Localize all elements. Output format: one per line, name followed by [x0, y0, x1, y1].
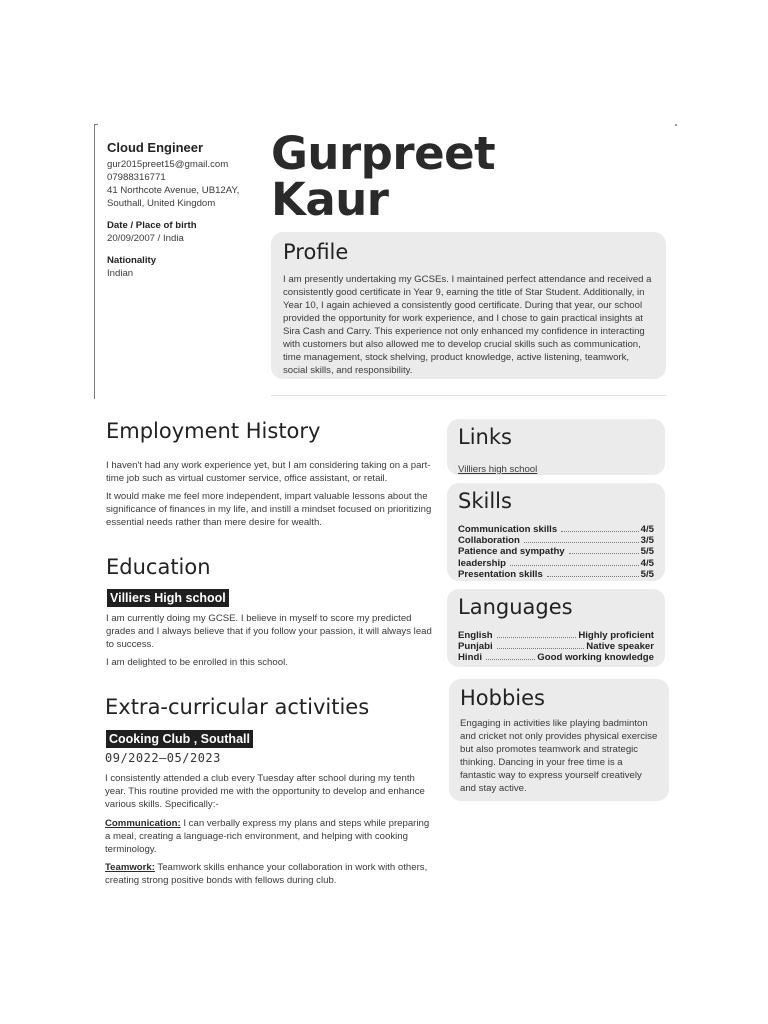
address-line-1: 41 Northcote Avenue, UB12AY, [107, 185, 240, 196]
job-title: Cloud Engineer [107, 140, 204, 155]
profile-text: I am presently undertaking my GCSEs. I maintained perfect attendance and received a consistently good certificate in Year 9, earning the title of Star Student. Additionally, in Year 10, I again achieved a consistently good certificate. During that year, our school provided the opportunity for work experience, and I chose to gain practical insights at Sira Cash and Carry. This experience not only enhanced my confidence in interacting with customers but also allowed me to develop crucial skills such as communication, time management, stock shelving, product knowledge, active listening, teamwork, social skills, and responsibility. [283, 274, 652, 376]
languages-title: Languages [458, 595, 573, 619]
skill-row [458, 569, 654, 580]
language-level: Good working knowledge [537, 652, 654, 664]
skill-row [458, 535, 654, 546]
communication-text: I can verbally express my plans and steps while preparing a meal, creating a language-rich environment, and helping with cooking terminology. [105, 818, 430, 855]
candidate-name [271, 127, 496, 226]
hobbies-card [449, 679, 669, 801]
corner-mark [675, 124, 677, 126]
dotted-leader [569, 553, 639, 554]
email-text: gur2015preet15@gmail.com [107, 159, 229, 170]
language-name: English [458, 630, 493, 641]
left-border-line [94, 124, 95, 399]
first-name: Gurpreet [271, 127, 496, 180]
communication-label: Communication: [105, 818, 181, 829]
dotted-leader [561, 531, 639, 532]
skill-name: Patience and sympathy [458, 546, 565, 558]
language-row [458, 630, 654, 641]
links-title: Links [458, 425, 512, 449]
nationality-label: Nationality [107, 255, 157, 266]
employment-title: Employment History [106, 419, 321, 443]
club-name-label: Cooking Club , Southall [106, 730, 253, 748]
skill-row [458, 546, 654, 557]
extracurricular-paragraph: I consistently attended a club every Tuesday after school during my tenth year. This routine provided me with the opportunity to develop and enhance various skills. Specifically:- [105, 773, 425, 810]
language-level: Native speaker [586, 641, 654, 653]
skill-level: 5/5 [640, 546, 654, 558]
last-name: Kaur [271, 173, 389, 226]
language-level: Highly proficient [578, 630, 654, 641]
skill-name: Presentation skills [458, 568, 543, 580]
hobbies-text: Engaging in activities like playing badminton and cricket not only provides physical exercise but also promotes teamwork and strategic thinking. Dancing in your free time is a fantastic way to express yourself creatively and stay active. [460, 718, 658, 794]
links-card [447, 419, 665, 475]
profile-card [271, 232, 666, 379]
skill-level: 3/5 [640, 535, 654, 547]
language-name: Hindi [458, 652, 482, 664]
left-border-tick [94, 124, 98, 125]
contact-column [107, 140, 267, 280]
school-link[interactable]: Villiers high school [458, 464, 538, 475]
section-divider [271, 395, 666, 396]
employment-paragraph-2: It would make me feel more independent, impart valuable lessons about the significance of finances in my life, and instill a mindset focused on prioritizing essential needs rather than mere desire for wealth. [106, 491, 432, 528]
address-line-2: Southall, United Kingdom [107, 198, 216, 209]
dob-label: Date / Place of birth [107, 220, 197, 231]
teamwork-text: Teamwork skills enhance your collaboration in work with others, creating strong positive bonds with fellows during club. [105, 862, 428, 886]
extracurricular-title: Extra-curricular activities [105, 695, 370, 719]
teamwork-paragraph [105, 861, 435, 887]
skills-title: Skills [458, 489, 512, 513]
skill-name: leadership [458, 557, 506, 569]
dotted-leader [497, 637, 577, 638]
education-paragraph-2: I am delighted to be enrolled in this school. [106, 657, 288, 668]
skill-name: Communication skills [458, 524, 558, 535]
language-row [458, 641, 654, 652]
skill-level: 5/5 [640, 568, 654, 580]
hobbies-title: Hobbies [460, 686, 545, 710]
languages-card [447, 589, 665, 667]
skill-row [458, 558, 654, 569]
skills-card [447, 483, 665, 581]
skill-name: Collaboration [458, 535, 520, 547]
dotted-leader [524, 542, 639, 543]
communication-paragraph [105, 817, 435, 856]
education-paragraph-1: I am currently doing my GCSE. I believe in myself to score my predicted grades and I always believe that if you follow your passion, it will always lead to success. [106, 613, 432, 650]
dotted-leader [486, 659, 535, 660]
skill-row [458, 524, 654, 535]
employment-paragraph-1: I haven't had any work experience yet, but I am considering taking on a part-time job such as virtual customer service, office assistant, or retail. [106, 460, 431, 484]
skill-level: 4/5 [640, 524, 654, 535]
phone-text: 07988316771 [107, 172, 166, 183]
dob-value: 20/09/2007 / India [107, 233, 184, 244]
profile-title: Profile [283, 240, 349, 264]
school-name-label: Villiers High school [107, 589, 229, 607]
language-row [458, 652, 654, 663]
nationality-value: Indian [107, 268, 134, 279]
teamwork-label: Teamwork: [105, 862, 155, 873]
education-title: Education [106, 555, 211, 579]
language-name: Punjabi [458, 641, 493, 653]
club-dates: 09/2022—05/2023 [105, 751, 221, 765]
dotted-leader [547, 576, 639, 577]
dotted-leader [497, 648, 585, 649]
skill-level: 4/5 [640, 557, 654, 569]
dotted-leader [510, 565, 639, 566]
